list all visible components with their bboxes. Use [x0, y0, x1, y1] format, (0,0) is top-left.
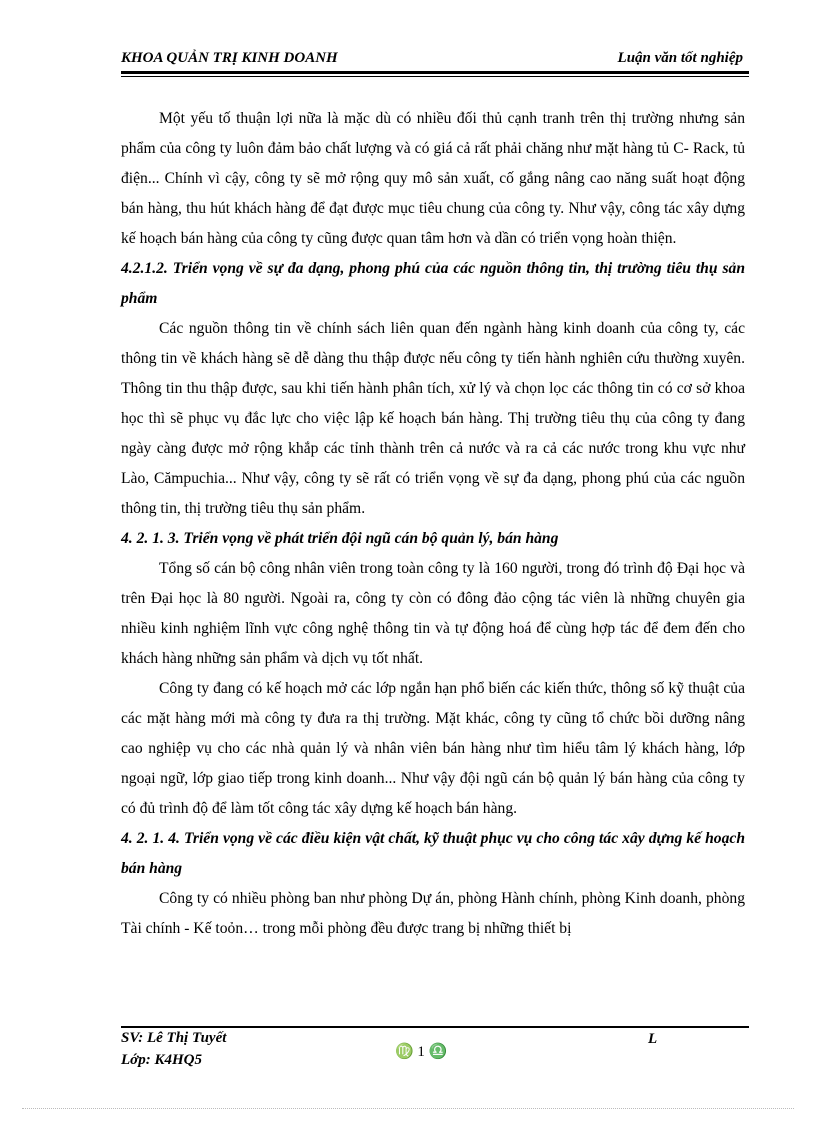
paragraph-training-plan: Công ty đang có kế hoạch mở các lớp ngắn hạn phổ biến các kiến thức, thông số kỹ thuật của các mặt hàng mới mà công ty đưa ra thị trường. Mặt khác, công ty cũng tổ chức bồi dưỡng nâng cao nghiệp vụ cho các nhà quản lý và nhân viên bán hàng như tìm hiểu tâm lý khách hàng, lớp ngoại ngữ, lớp giao tiếp trong kinh doanh... Như vậy đội ngũ cán bộ quản lý bán hàng của công ty có đủ trình độ để làm tốt công tác xây dựng kế hoạch bán hàng.	[121, 680, 745, 817]
page-edge-dots	[22, 1108, 794, 1109]
heading-4-2-1-4: 4. 2. 1. 4. Triển vọng về các điều kiện vật chất, kỹ thuật phục vụ cho công tác xây dựng kế hoạch bán hàng	[121, 830, 745, 877]
page-header	[121, 48, 749, 70]
footer-class: Lớp: K4HQ5	[121, 1052, 202, 1068]
footer-student-name: SV: Lê Thị Tuyết	[121, 1030, 227, 1046]
footer-mark: L	[648, 1031, 658, 1047]
footer-rule	[121, 1026, 749, 1028]
paragraph-facilities: Công ty có nhiều phòng ban như phòng Dự án, phòng Hành chính, phòng Kinh doanh, phòng Tài chính - Kế toỏn… trong mỗi phòng đều được trang bị những thiết bị	[121, 890, 745, 937]
header-faculty: KHOA QUẢN TRỊ KINH DOANH	[121, 50, 338, 66]
paragraph-favorable-factor: Một yếu tố thuận lợi nữa là mặc dù có nhiều đối thủ cạnh tranh trên thị trường nhưng sản phẩm của công ty luôn đảm bảo chất lượng và có giá cả rất phải chăng như mặt hàng tủ C- Rack, tủ điện... Chính vì cậy, công ty sẽ mở rộng quy mô sản xuất, cố gắng nâng cao năng suất hoạt động bán hàng, thu hút khách hàng để đạt được mục tiêu chung của công ty. Như vậy, công tác xây dựng kế hoạch bán hàng của công ty cũng được quan tâm hơn và dần có triển vọng hoàn thiện.	[121, 110, 745, 247]
page-number: ♍ 1 ♎	[395, 1044, 448, 1060]
paragraph-staff-count: Tổng số cán bộ công nhân viên trong toàn công ty là 160 người, trong đó trình độ Đại học và trên Đại học là 80 người. Ngoài ra, công ty còn có đông đảo cộng tác viên là những chuyên gia nhiều kinh nghiệm lĩnh vực công nghệ thông tin và tự động hoá để cùng hợp tác để đem đến cho khách hàng những sản phẩm và dịch vụ tốt nhất.	[121, 560, 745, 667]
header-doc-type: Luận văn tốt nghiệp	[617, 50, 743, 66]
heading-4-2-1-3: 4. 2. 1. 3. Triển vọng về phát triển đội ngũ cán bộ quản lý, bán hàng	[121, 530, 559, 547]
header-rule-thick	[121, 71, 749, 74]
paragraph-information-sources: Các nguồn thông tin về chính sách liên quan đến ngành hàng kinh doanh của công ty, các thông tin về khách hàng sẽ dễ dàng thu thập được nếu công ty tiến hành nghiên cứu thường xuyên. Thông tin thu thập được, sau khi tiến hành phân tích, xử lý và chọn lọc các thông tin có cơ sở khoa học thì sẽ phục vụ đắc lực cho việc lập kế hoạch bán hàng. Thị trường tiêu thụ của công ty đang ngày càng được mở rộng khắp các tỉnh thành trên cả nước và ra cả các nước trong khu vực như Lào, Cămpuchia... Như vậy, công ty sẽ rất có triển vọng về sự đa dạng, phong phú của các nguồn thông tin, thị trường tiêu thụ sản phẩm.	[121, 320, 745, 517]
header-rule-thin	[121, 76, 749, 77]
heading-4-2-1-2: 4.2.1.2. Triển vọng về sự đa dạng, phong phú của các nguồn thông tin, thị trường tiêu thụ sản phẩm	[121, 260, 745, 307]
page-body	[121, 104, 745, 944]
